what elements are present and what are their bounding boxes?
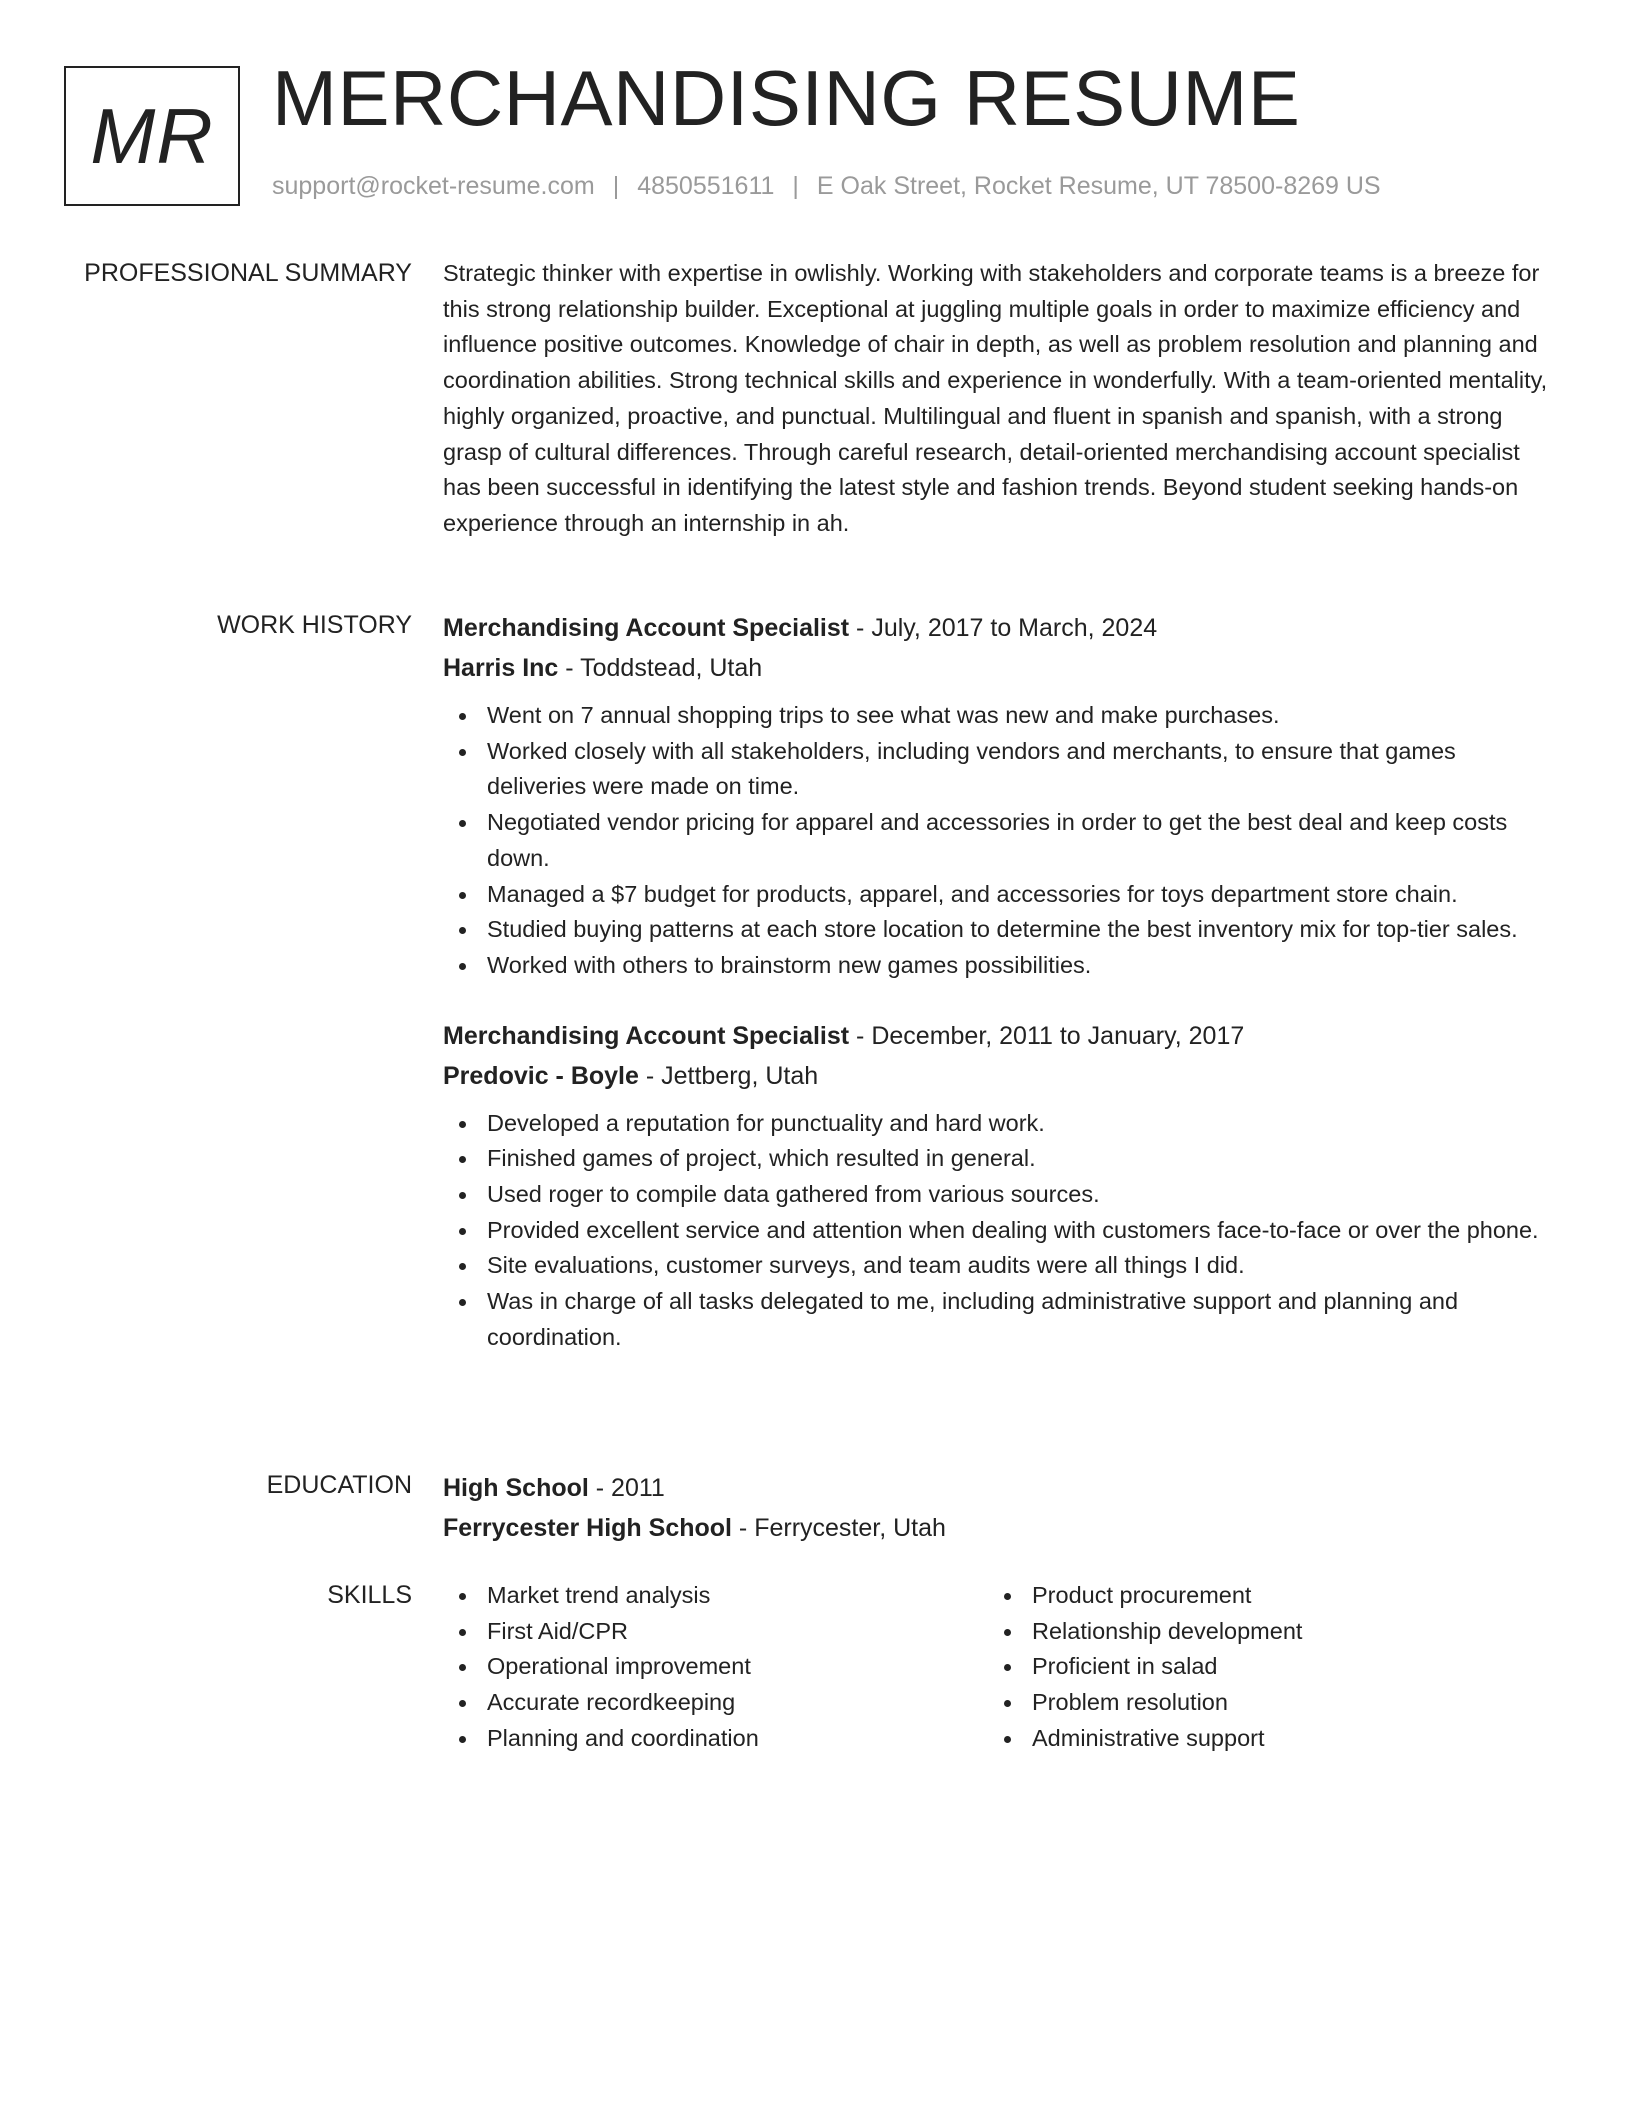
list-item: Used roger to compile data gathered from various sources. — [443, 1177, 1548, 1213]
job-dates: - July, 2017 to March, 2024 — [849, 614, 1158, 642]
education-year: - 2011 — [588, 1474, 665, 1502]
contact-address: E Oak Street, Rocket Resume, UT 78500-8269 US — [816, 172, 1381, 200]
skills-list — [443, 1578, 963, 1757]
skill-item: Problem resolution — [988, 1685, 1508, 1721]
job-bullets — [443, 698, 1548, 984]
job-company: Predovic - Boyle — [443, 1061, 639, 1090]
summary-body — [443, 256, 1548, 542]
job-company-line — [443, 1056, 1548, 1096]
list-item: Studied buying patterns at each store location to determine the best inventory mix for top-tier sales. — [443, 912, 1548, 948]
skill-item: Proficient in salad — [988, 1649, 1508, 1685]
education-location: - Ferrycester, Utah — [731, 1514, 946, 1542]
job-dates: - December, 2011 to January, 2017 — [849, 1021, 1245, 1050]
skill-item: First Aid/CPR — [443, 1614, 963, 1650]
job-title-line — [443, 608, 1548, 648]
skill-item: Market trend analysis — [443, 1578, 963, 1614]
resume-title: MERCHANDISING RESUME — [272, 54, 1301, 142]
list-item: Site evaluations, customer surveys, and team audits were all things I did. — [443, 1248, 1548, 1284]
contact-line — [272, 172, 1381, 201]
contact-separator: | — [792, 172, 799, 200]
job-entry — [443, 608, 1548, 984]
section-heading-summary: PROFESSIONAL SUMMARY — [84, 259, 412, 287]
list-item: Provided excellent service and attention when dealing with customers face-to-face or over the phone. — [443, 1213, 1548, 1249]
contact-phone[interactable]: 4850551611 — [637, 172, 775, 200]
job-location: - Jettberg, Utah — [638, 1061, 819, 1090]
skill-item: Planning and coordination — [443, 1721, 963, 1757]
contact-separator: | — [612, 172, 620, 200]
job-bullets — [443, 1106, 1548, 1356]
skill-item: Product procurement — [988, 1578, 1508, 1614]
education-degree-line — [443, 1468, 1548, 1508]
work-history-body — [443, 608, 1548, 1356]
job-company: Harris Inc — [443, 654, 559, 682]
list-item: Was in charge of all tasks delegated to me, including administrative support and planning and coordination. — [443, 1284, 1548, 1355]
monogram-text: MR — [90, 91, 214, 180]
monogram-logo — [64, 66, 240, 206]
education-body — [443, 1468, 1548, 1548]
skill-item: Administrative support — [988, 1721, 1508, 1757]
section-heading-skills: SKILLS — [327, 1581, 412, 1609]
skill-item: Accurate recordkeeping — [443, 1685, 963, 1721]
job-location: - Toddstead, Utah — [558, 654, 763, 682]
list-item: Negotiated vendor pricing for apparel and accessories in order to get the best deal and keep costs down. — [443, 805, 1548, 876]
section-heading-work-history: WORK HISTORY — [217, 611, 412, 639]
list-item: Finished games of project, which resulted in general. — [443, 1141, 1548, 1177]
list-item: Went on 7 annual shopping trips to see what was new and make purchases. — [443, 698, 1548, 734]
skills-list — [988, 1578, 1508, 1757]
list-item: Developed a reputation for punctuality and hard work. — [443, 1106, 1548, 1142]
job-title: Merchandising Account Specialist — [443, 614, 850, 642]
skills-column-left — [443, 1578, 963, 1757]
skill-item: Relationship development — [988, 1614, 1508, 1650]
education-school: Ferrycester High School — [443, 1514, 732, 1542]
list-item: Worked with others to brainstorm new games possibilities. — [443, 948, 1548, 984]
job-title-line — [443, 1016, 1548, 1056]
list-item: Managed a $7 budget for products, apparel, and accessories for toys department store chain. — [443, 877, 1548, 913]
list-item: Worked closely with all stakeholders, including vendors and merchants, to ensure that games deliveries were made on time. — [443, 734, 1548, 805]
skill-item: Operational improvement — [443, 1649, 963, 1685]
education-school-line — [443, 1508, 1548, 1548]
education-degree: High School — [443, 1474, 589, 1502]
job-entry — [443, 1016, 1548, 1356]
skills-column-right — [988, 1578, 1508, 1757]
job-title: Merchandising Account Specialist — [443, 1021, 850, 1050]
job-company-line — [443, 648, 1548, 688]
summary-text: Strategic thinker with expertise in owlishly. Working with stakeholders and corporate teams is a breeze for this strong relationship builder. Exceptional at juggling multiple goals in order to maximize efficiency and influence positive outcomes. Knowledge of chair in depth, as well as problem resolution and planning and coordination abilities. Strong technical skills and experience in wonderfully. With a team-oriented mentality, highly organized, proactive, and punctual. Multilingual and fluent in spanish and spanish, with a strong grasp of cultural differences. Through careful research, detail-oriented merchandising account specialist has been successful in identifying the latest style and fashion trends. Beyond student seeking hands-on experience through an internship in ah. — [443, 260, 1548, 536]
contact-email[interactable]: support@rocket-resume.com — [272, 172, 595, 200]
section-heading-education: EDUCATION — [266, 1471, 412, 1499]
